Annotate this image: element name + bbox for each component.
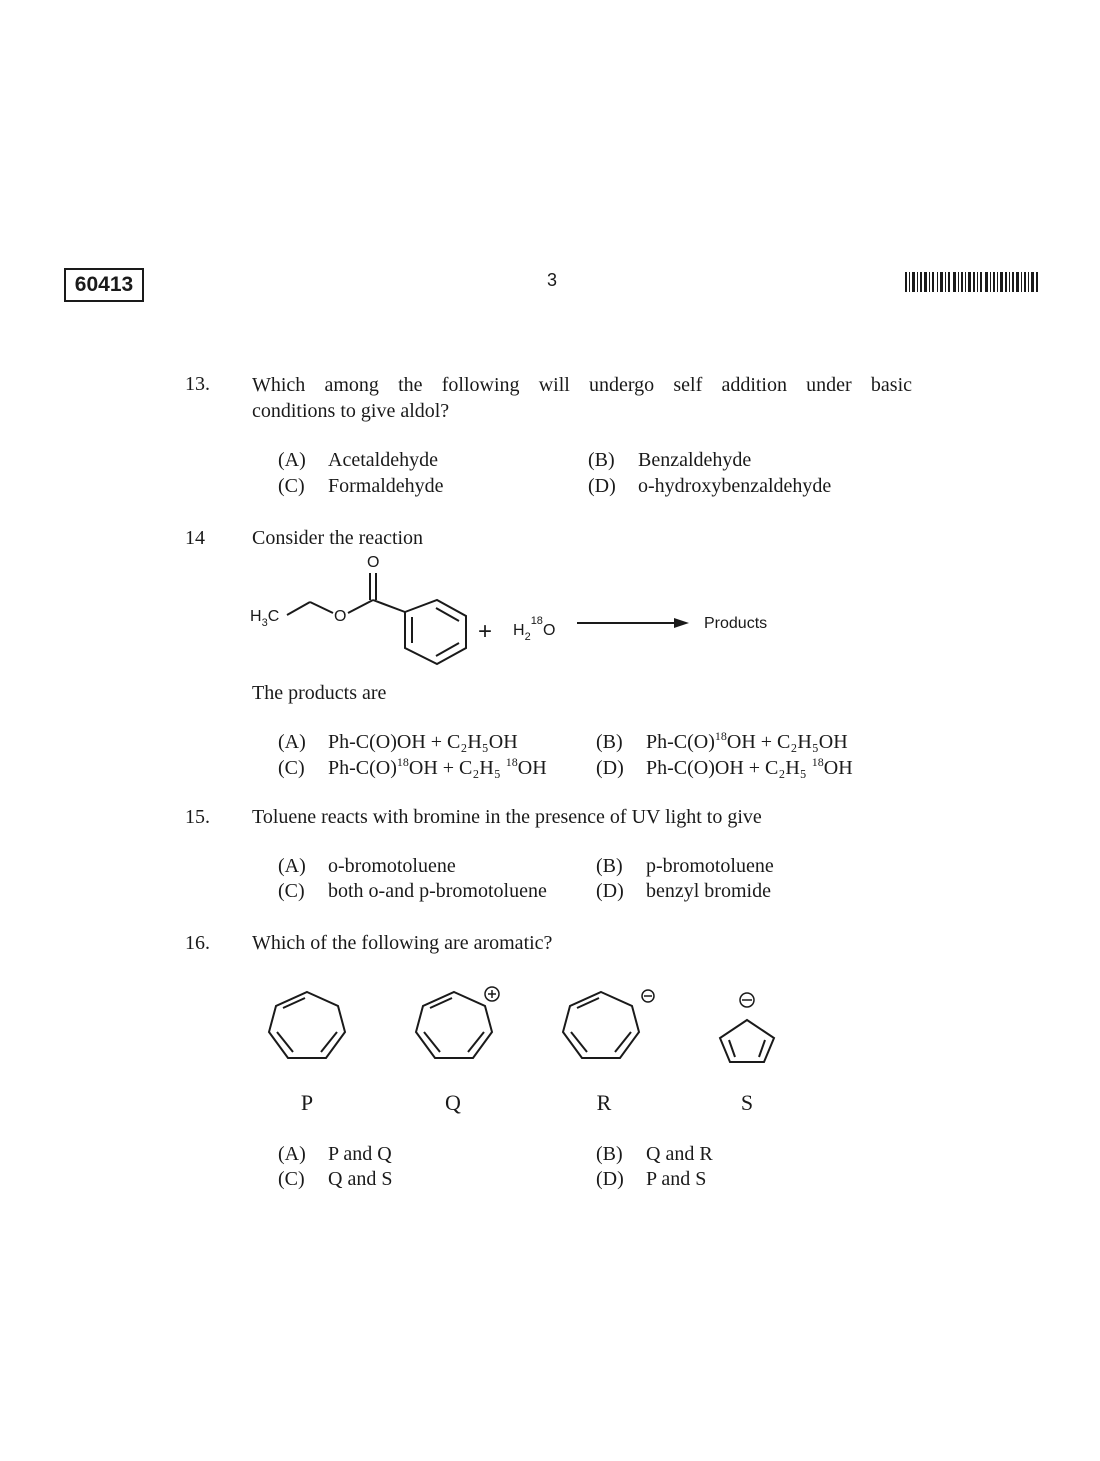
structure-s-double-1 (729, 1040, 735, 1057)
option-text-pre: Ph-C(O) (646, 731, 715, 753)
question-13-number: 13. (185, 373, 210, 395)
option-label: (C) (278, 475, 305, 497)
question-13-option-c (278, 475, 444, 498)
structure-q-double-1 (430, 998, 452, 1008)
structure-r-label: R (596, 1090, 612, 1115)
structure-p-ring (269, 992, 345, 1058)
option-label: (C) (278, 1168, 305, 1190)
question-15-number: 15. (185, 806, 210, 828)
question-15-option-b (596, 855, 774, 878)
question-14-text: Consider the reaction (252, 527, 424, 549)
question-16-option-d (596, 1168, 706, 1191)
structure-s-ring (720, 1020, 774, 1062)
ethyl-bond-1 (287, 602, 310, 615)
question-16-number: 16. (185, 932, 210, 954)
option-label: (C) (278, 880, 305, 902)
ring-bond (373, 600, 405, 612)
question-14-option-b (596, 731, 848, 754)
option-text-post: OH (517, 757, 547, 779)
question-13-line2: conditions to give aldol? (252, 400, 450, 422)
methyl-label: $H_3C$ (250, 608, 280, 629)
plus-sign: + (478, 618, 493, 645)
structure-p-double-1 (283, 998, 305, 1008)
structure-r-double-1 (577, 998, 599, 1008)
structure-r-double-3 (571, 1032, 587, 1052)
structure-r-double-2 (615, 1032, 631, 1052)
question-13-option-b (588, 449, 751, 472)
structure-q-double-3 (424, 1032, 440, 1052)
question-15-option-c (278, 880, 547, 903)
reaction-arrow-head (674, 618, 689, 628)
structure-q-ring (416, 992, 492, 1058)
option-label: (D) (596, 1168, 624, 1190)
option-label: (D) (588, 475, 616, 497)
water-label: $H_2^{18}O$ (513, 615, 556, 643)
reaction-scheme (240, 545, 800, 675)
question-16-text: Which of the following are aromatic? (252, 932, 553, 954)
question-13-text (252, 372, 912, 424)
isotope-superscript-2: 18 (505, 755, 518, 769)
option-label: (A) (278, 855, 306, 877)
structure-p-label: P (300, 1090, 314, 1115)
option-label: (A) (278, 1143, 306, 1165)
structure-p-double-3 (277, 1032, 293, 1052)
option-label: (B) (596, 855, 623, 877)
question-16-option-c (278, 1168, 392, 1191)
option-label: (A) (278, 449, 306, 471)
option-text: o-bromotoluene (328, 855, 456, 877)
option-text-post: OH + C₂H₅OH (726, 731, 848, 753)
option-text: p-bromotoluene (646, 855, 774, 877)
barcode (905, 272, 1039, 292)
option-label: (B) (596, 1143, 623, 1165)
aromatic-structures (255, 980, 795, 1080)
structure-q-label: Q (445, 1090, 461, 1115)
option-label: (C) (278, 757, 305, 779)
isotope-superscript: 18 (811, 755, 824, 769)
option-text-mid: OH + C₂H₅ (408, 757, 506, 779)
question-13-option-d (588, 475, 831, 498)
option-text: Acetaldehyde (328, 449, 438, 471)
question-14-option-a (278, 731, 518, 754)
option-label: (D) (596, 880, 624, 902)
question-15-option-a (278, 855, 456, 878)
products-label: Products (704, 615, 768, 632)
structure-s-double-2 (759, 1040, 765, 1057)
question-14-option-c (278, 757, 547, 780)
isotope-superscript: 18 (714, 729, 727, 743)
option-text: Benzaldehyde (638, 449, 752, 471)
question-14-after-text: The products are (252, 682, 387, 704)
option-label: (A) (278, 731, 306, 753)
option-text: Formaldehyde (328, 475, 444, 497)
structure-q-double-2 (468, 1032, 484, 1052)
structure-p-double-2 (321, 1032, 337, 1052)
option-text-post: OH (823, 757, 853, 779)
question-14-number: 14 (185, 527, 205, 549)
option-text: benzyl bromide (646, 880, 771, 902)
option-text-pre: Ph-C(O)OH + C₂H₅ (646, 757, 812, 779)
question-15-option-d (596, 880, 771, 903)
option-text: both o-and p-bromotoluene (328, 880, 547, 902)
question-13-option-a (278, 449, 438, 472)
ethyl-bond-2 (310, 602, 333, 613)
option-text: Q and S (328, 1168, 393, 1190)
option-text: P and S (646, 1168, 707, 1190)
question-14-option-d (596, 757, 853, 780)
question-16-option-b (596, 1143, 713, 1166)
option-text: Ph-C(O)OH + C₂H₅OH (328, 731, 518, 753)
option-text: o-hydroxybenzaldehyde (638, 475, 832, 497)
question-15-text: Toluene reacts with bromine in the presence of UV light to give (252, 806, 762, 828)
option-text: P and Q (328, 1143, 392, 1165)
option-text: Q and R (646, 1143, 713, 1165)
benzene-ring (405, 600, 466, 664)
option-text-pre: Ph-C(O) (328, 757, 397, 779)
isotope-superscript: 18 (396, 755, 409, 769)
carbonyl-oxygen: O (367, 554, 380, 571)
question-16-option-a (278, 1143, 392, 1166)
paper-code-box: 60413 (64, 268, 144, 302)
structure-s-label: S (740, 1090, 754, 1115)
option-label: (B) (588, 449, 615, 471)
page-number: 3 (546, 270, 557, 290)
ester-bond (348, 600, 373, 613)
structure-r-ring (563, 992, 639, 1058)
ester-oxygen: O (334, 608, 347, 625)
question-13-line1: Which among the following will undergo self addition under basic (252, 374, 912, 396)
option-label: (D) (596, 757, 624, 779)
option-label: (B) (596, 731, 623, 753)
